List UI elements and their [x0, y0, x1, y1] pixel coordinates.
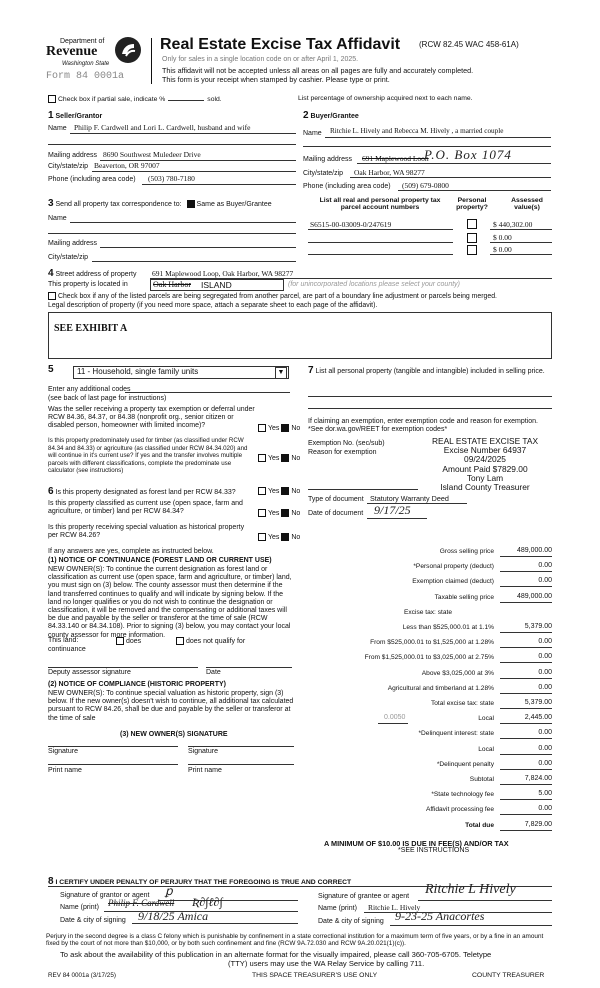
buyer-mail-label: Mailing address [303, 156, 353, 163]
calc-row-label: *State technology fee [431, 791, 494, 798]
buyer-heading: 2 Buyer/Grantee [303, 110, 359, 121]
new-owner-signature-2: Signature [188, 748, 218, 755]
logo-state: Washington State [62, 61, 110, 67]
calc-row-value[interactable]: 489,000.00 [516, 547, 552, 554]
calc-row-label: Less than $525,000.01 at 1.1% [402, 624, 494, 631]
partial-sale-label: Check box if partial sale, indicate % [58, 95, 166, 103]
calc-row-label: Taxable selling price [434, 594, 494, 601]
current-use-yes-checkbox[interactable] [258, 509, 266, 517]
historic-yes-checkbox[interactable] [258, 533, 266, 541]
continuance-label: continuance [48, 646, 86, 653]
buyer-name-label: Name [303, 130, 322, 137]
located-value: ISLAND [201, 280, 232, 290]
legal-label: Legal description of property (if you need more space, attach a separate sheet to each page of the affidavit). [48, 302, 378, 309]
header-line-3: This form is your receipt when stamped by cashier. Please type or print. [162, 75, 390, 84]
stamp-line-5: Tony Lam [466, 472, 504, 483]
grantor-date-city[interactable]: 9/18/25 Amica [138, 909, 209, 923]
located-struck: Oak Harbor [153, 280, 191, 289]
dropdown-arrow-icon: ▼ [275, 367, 287, 379]
notice-3-title: (3) NEW OWNER(S) SIGNATURE [120, 731, 228, 738]
grantor-signature[interactable]: ꝑ [165, 884, 173, 898]
land-use-select[interactable] [73, 366, 289, 379]
treasurer-stamp [418, 437, 552, 492]
partial-percent-field[interactable] [168, 100, 204, 101]
does-checkbox[interactable] [116, 637, 124, 645]
header-line-1: Only for sales in a single location code on or after April 1, 2025. [162, 56, 359, 63]
does-not-option: does not qualify for [176, 637, 245, 645]
dor-logo [46, 38, 146, 84]
same-as-buyer-checkbox[interactable] [187, 200, 195, 208]
grantor-name-label: Name (print) [60, 904, 99, 911]
segregated-checkbox[interactable] [48, 292, 56, 300]
sec6-q2: Is this property classified as current use (open space, farm and agriculture, or timber) land per RCW 84.34? [48, 500, 243, 515]
buyer-phone-label: Phone (including area code) [303, 183, 391, 190]
stamp-line-1: REAL ESTATE EXCISE TAX [431, 436, 539, 446]
q-timber-no-checkbox[interactable] [281, 454, 289, 462]
q-exemption-deferral: Was the seller receiving a property tax exemption or deferral under RCW 84.36, 84.37, or 84.38 (nonprofit org., senior citizen or disabled person, homeowner with limited income)? [48, 406, 255, 429]
notice-1-body: NEW OWNER(S): To continue the current designation as forest land or classification as current use (open space, farm and agriculture, or timber) land, you must sign on (3) below. The county assessor must then determine if the land transferred continues to qualify and will indicate by signing below. If the land no longer qualifies or you do not wish to continue the designation or classification, it will be removed and the compensating or additional taxes will be due and payable by the seller or transferor at the time of sale (RCW 84.33.140 or 84.34.108). Prior to signing (3) below, you may contact your local county assessor for more information. [48, 566, 292, 639]
stamp-line-3: 09/24/2025 [464, 454, 506, 465]
form-title: Real Estate Excise Tax Affidavit [160, 36, 401, 53]
doc-type-label: Type of document [308, 496, 364, 503]
grantor-name[interactable]: Philip F. Cardwell [108, 898, 175, 908]
seller-mail[interactable]: 8690 Southwest Muledeer Drive [103, 150, 201, 159]
notice-2-title: (2) NOTICE OF COMPLIANCE (HISTORIC PROPERTY) [48, 681, 226, 688]
sec6-q1: 6 Is this property designated as forest land per RCW 84.33? [48, 486, 236, 497]
seller-heading: 1 Seller/Grantor [48, 110, 103, 121]
notice-1-title: (1) NOTICE OF CONTINUANCE (FOREST LAND OR CURRENT USE) [48, 557, 272, 564]
county-treasurer: COUNTY TREASURER [472, 972, 545, 979]
grantee-date-label: Date & city of signing [318, 918, 384, 925]
sec3-city-label: City/state/zip [48, 254, 89, 261]
calc-row-label: Excise tax: state [403, 609, 452, 616]
buyer-city-label: City/state/zip [303, 170, 344, 177]
assessed-col-header: Assessed value(s) [511, 197, 543, 211]
local-rate[interactable]: 0.0050 [384, 714, 406, 721]
seller-city-label: City/state/zip [48, 163, 89, 170]
parcel-row-1-personal-checkbox[interactable] [467, 219, 477, 229]
sec6-q3: Is this property receiving special valuation as historical property per RCW 84.26? [48, 524, 245, 539]
calc-row-label: *Delinquent interest: state [418, 730, 494, 737]
doc-date-label: Date of document [308, 510, 364, 517]
stamp-line-6: Island County Treasurer [440, 482, 530, 493]
access-line-2: (TTY) users may use the WA Relay Service by calling 711. [228, 959, 425, 968]
codes-label-1: Enter any additional codes [48, 386, 131, 393]
certify-heading: 8 I CERTIFY UNDER PENALTY OF PERJURY THAT THE FOREGOING IS TRUE AND CORRECT [48, 876, 352, 887]
grantee-signature[interactable]: Ritchie L Hively [425, 882, 516, 897]
stamp-line-2: Excise Number 64937 [443, 445, 527, 456]
sec3-heading: 3 Send all property tax correspondence to: Same as Buyer/Grantee [48, 198, 272, 209]
seller-mail-label: Mailing address [48, 152, 98, 159]
located-note: (for unincorporated locations please select your county) [288, 281, 460, 288]
exemption-note: If claiming an exemption, enter exemption code and reason for exemption. *See dor.wa.gov/REET for exemption codes* [308, 418, 538, 434]
located-label: This property is located in [48, 281, 128, 288]
sec4-street-row: 4 Street address of property [48, 268, 137, 279]
perjury-notice: Perjury in the second degree is a class C felony which is punishable by confinement in a state correctional institution for a maximum term of five years, or by a fine in an amount fixed by the court of not more than $10,000, or by both such confinement and fine (RCW 9A.72.030 and RCW 9A.20.021(1)(c)). [46, 933, 544, 948]
calc-row-value[interactable]: 0.00 [538, 760, 552, 767]
codes-label-2: (see back of last page for instructions) [48, 395, 167, 402]
calc-row-value[interactable]: 0.00 [538, 729, 552, 736]
does-not-checkbox[interactable] [176, 637, 184, 645]
calc-row-label: From $525,000.01 to $1,525,000 at 1.28% [370, 639, 494, 646]
this-land-label: This land: [48, 637, 79, 644]
forest-no-checkbox[interactable] [281, 487, 289, 495]
q-exemption-answer: Yes No [258, 424, 300, 432]
buyer-name[interactable]: Ritchie L. Hively and Rebecca M. Hively , a married couple [330, 127, 504, 135]
parcel-row-2-value[interactable]: $ 0.00 [493, 233, 512, 242]
stamp-line-4: Amount Paid $7829.00 [442, 463, 528, 474]
buyer-phone[interactable]: (509) 679-0800 [402, 181, 449, 190]
q-exemption-no-checkbox[interactable] [281, 424, 289, 432]
calc-row-label: Total due [465, 822, 494, 829]
calc-row-value[interactable]: 0.00 [538, 745, 552, 752]
parcel-row-1-value[interactable]: $ 440,302.00 [493, 220, 533, 229]
form-title-ref: (RCW 82.45 WAC 458-61A) [419, 40, 519, 49]
parcel-col-header: List all real and personal property tax parcel account numbers [319, 197, 441, 211]
calc-row-value[interactable]: 0.00 [538, 669, 552, 676]
partial-sale-checkbox[interactable] [48, 95, 56, 103]
q-timber-answer: Yes No [258, 454, 300, 462]
partial-sold-label: sold. [207, 95, 222, 103]
seller-name[interactable]: Philip F. Cardwell and Lori L. Cardwell, husband and wife [74, 123, 251, 132]
q-timber-agriculture: Is this property predominately used for timber (as classified under RCW 84.34 and 84.33) or agriculture (as classified under RCW 84.34.020) and will continue in it's current use? If yes and the transfer involves multiple parcels with different classifications, complete the predominate use calculator (see instructions) [48, 437, 248, 474]
doc-date-value[interactable]: 9/17/25 [374, 503, 411, 517]
land-use-value: 11 - Household, single family units [77, 367, 199, 376]
grantee-name-label: Name (print) [318, 905, 357, 912]
calc-row-value[interactable]: 0.00 [538, 684, 552, 691]
ownership-note: List percentage of ownership acquired next to each name. [298, 95, 473, 102]
see-instructions: *SEE INSTRUCTIONS [398, 847, 470, 854]
calc-row-value[interactable]: 7,824.00 [524, 775, 552, 782]
calc-row-label: From $1,525,000.01 to $3,025,000 at 2.75% [364, 654, 494, 661]
calc-row-label: Affidavit processing fee [425, 806, 494, 813]
header-line-2: This affidavit will not be accepted unless all areas on all pages are fully and accurately completed. [162, 66, 474, 75]
calc-row-value[interactable]: 0.00 [538, 562, 552, 569]
logo-revenue: Revenue [46, 44, 98, 59]
calc-row-label: Above $3,025,000 at 3% [421, 670, 494, 677]
partial-sale-row [48, 95, 222, 103]
new-owner-print-1: Print name [48, 767, 82, 774]
sec6-q2-answer: Yes No [258, 509, 300, 517]
legal-description-box[interactable] [48, 312, 552, 359]
seller-phone-label: Phone (including area code) [48, 176, 136, 183]
calc-row-value[interactable]: 0.00 [538, 653, 552, 660]
parcel-row-2-personal-checkbox[interactable] [467, 233, 477, 243]
located-select[interactable] [150, 279, 284, 291]
deputy-signature-label: Deputy assessor signature [48, 669, 131, 676]
legal-description: SEE EXHIBIT A [54, 323, 128, 334]
new-owner-signature-1: Signature [48, 748, 78, 755]
doc-type-value[interactable]: Statutory Warranty Deed [370, 494, 449, 503]
sec3-name-label: Name [48, 215, 67, 222]
parcel-row-1-number[interactable]: S6515-00-03009-0/247619 [310, 220, 392, 229]
buyer-mail-struck: 691 Maplewood Loon [362, 154, 429, 163]
calc-row-label: Gross selling price [439, 548, 494, 555]
grantee-name[interactable]: Ritchie L. Hively [368, 903, 421, 912]
calc-row-label: Exemption claimed (deduct) [412, 578, 494, 585]
forest-yes-checkbox[interactable] [258, 487, 266, 495]
parcel-row-3-value[interactable]: $ 0.00 [493, 245, 512, 254]
sec6-note: If any answers are yes, complete as instructed below. [48, 548, 214, 555]
exemption-no-label: Exemption No. (sec/sub) [308, 440, 385, 447]
calc-row-value[interactable]: 2,445.00 [524, 714, 552, 721]
calc-row-value[interactable]: 5,379.00 [524, 699, 552, 706]
calc-row-value[interactable]: 5,379.00 [524, 623, 552, 630]
sec7-heading: 7 List all personal property (tangible and intangible) included in selling price. [308, 365, 545, 376]
buyer-mail-handwritten[interactable]: P.O. Box 1074 [424, 147, 512, 162]
rev-number: REV 84 0001a (3/17/25) [48, 972, 116, 979]
calc-row-label: *Personal property (deduct) [413, 563, 494, 570]
treasurer-use-only: THIS SPACE TREASURER'S USE ONLY [252, 972, 378, 979]
segregated-row: Check box if any of the listed parcels are being segregated from another parcel, are part of a boundary line adjustment or parcels being merged. [48, 292, 497, 300]
calc-row-value[interactable]: 7,829.00 [524, 821, 552, 828]
current-use-no-checkbox[interactable] [281, 509, 289, 517]
buyer-city[interactable]: Oak Harbor, WA 98277 [354, 168, 425, 177]
sec5-number: 5 [48, 364, 54, 375]
logo-emblem-icon [114, 36, 142, 64]
minimum-notice: A MINIMUM OF $10.00 IS DUE IN FEE(S) AND/OR TAX [324, 839, 509, 848]
calc-row-label: Local [478, 715, 494, 722]
reason-label: Reason for exemption [308, 449, 377, 456]
grantee-date-city[interactable]: 9-23-25 Anacortes [395, 909, 485, 923]
seller-phone[interactable]: (503) 780-7180 [148, 174, 195, 183]
form-number: Form 84 0001a [46, 71, 125, 82]
calc-row-value[interactable]: 489,000.00 [516, 593, 552, 600]
logo-dept: Department of [60, 38, 105, 45]
seller-city[interactable]: Beaverton, OR 97007 [94, 161, 160, 170]
q-exemption-yes-checkbox[interactable] [258, 424, 266, 432]
calc-row-label: Local [478, 746, 494, 753]
calc-row-value[interactable]: 0.00 [538, 638, 552, 645]
new-owner-print-2: Print name [188, 767, 222, 774]
historic-no-checkbox[interactable] [281, 533, 289, 541]
access-line-1: To ask about the availability of this publication in an alternate format for the visually impaired, please call 360-705-6705. Teletype [60, 950, 492, 959]
sec6-q1-answer: Yes No [258, 487, 300, 495]
notice-2-body: NEW OWNER(S): To continue special valuation as historic property, sign (3) below. If the new owner(s) doesn't wish to continue, all additional tax calculated pursuant to RCW 84.26, shall be due and payable by the seller or transferor at the time of sale [48, 690, 294, 722]
personal-col-header: Personal property? [456, 197, 488, 211]
calc-row-label: Total excise tax: state [430, 700, 494, 707]
sec6-q3-answer: Yes No [258, 533, 300, 541]
calc-row-value[interactable]: 0.00 [538, 577, 552, 584]
parcel-row-3-personal-checkbox[interactable] [467, 245, 477, 255]
calc-row-label: Agricultural and timberland at 1.28% [387, 685, 494, 692]
calc-row-label: Subtotal [469, 776, 494, 783]
does-option: does [116, 637, 141, 645]
seller-name-label: Name [48, 125, 67, 132]
calc-row-value[interactable]: 0.00 [538, 805, 552, 812]
grantee-sig-label: Signature of grantee or agent [318, 893, 410, 900]
calc-row-label: *Delinquent penalty [436, 761, 494, 768]
grantor-signature-scrawl: Ʀ∂∫ℓ∂∫ [192, 895, 223, 909]
q-timber-yes-checkbox[interactable] [258, 454, 266, 462]
deputy-date-label: Date [206, 669, 221, 676]
property-street[interactable]: 691 Maplewood Loop, Oak Harbor, WA 98277 [152, 269, 294, 278]
grantor-sig-label: Signature of grantor or agent [60, 892, 150, 899]
calc-row-value[interactable]: 5.00 [538, 790, 552, 797]
sec3-mail-label: Mailing address [48, 240, 98, 247]
grantor-date-label: Date & city of signing [60, 917, 126, 924]
